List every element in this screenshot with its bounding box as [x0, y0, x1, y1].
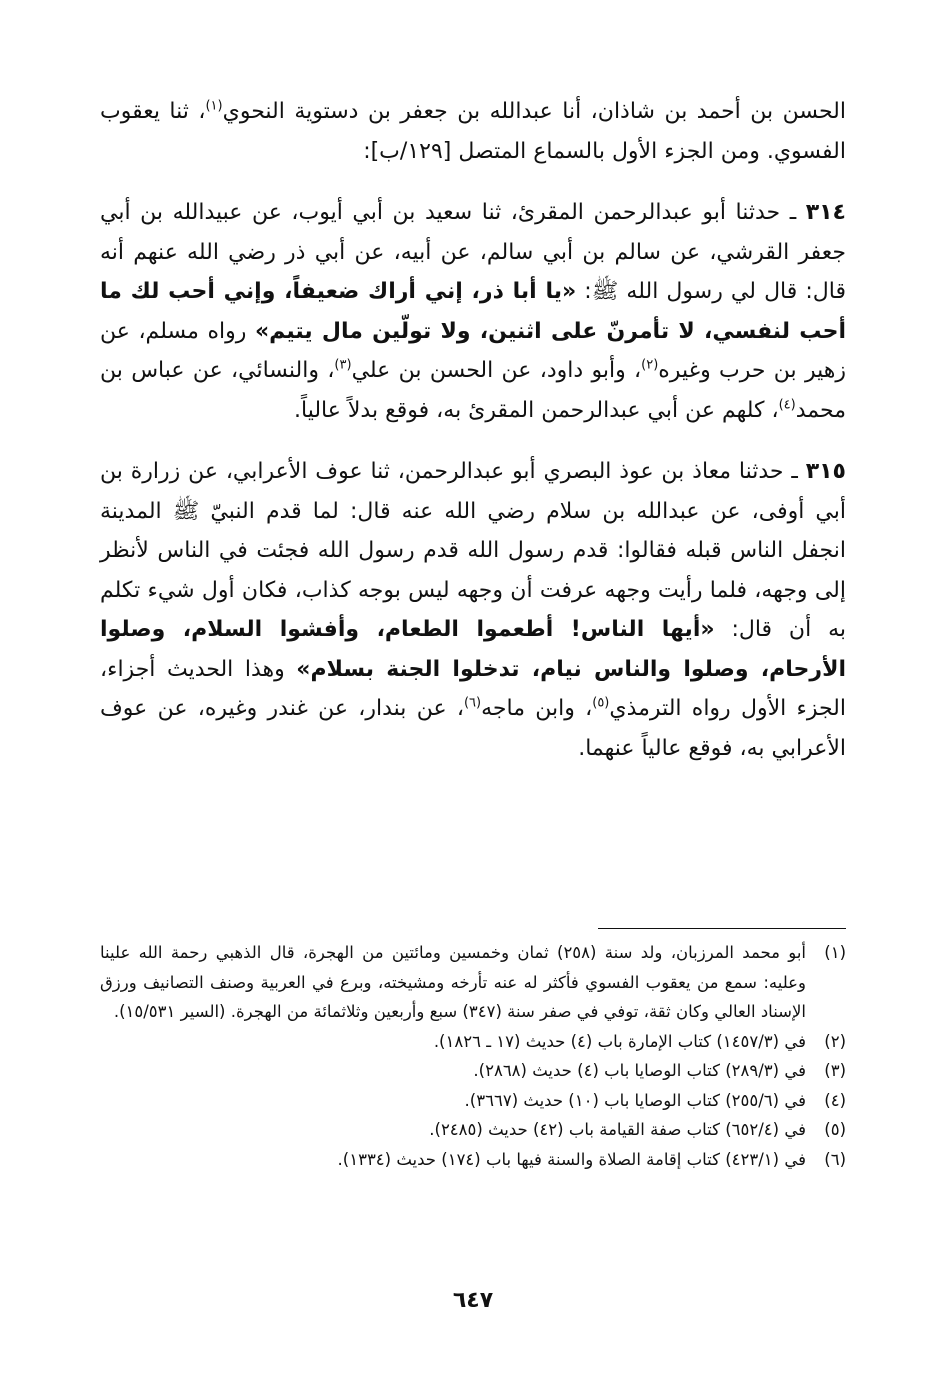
footnote-label: (٤) — [824, 1090, 846, 1110]
hadith-314-number: ٣١٤ — [805, 200, 846, 225]
footnote-text: في (٤٢٣/١) كتاب إقامة الصلاة والسنة فيها باب (١٧٤) حديث (١٣٣٤). — [337, 1149, 806, 1169]
footnote-ref-6[interactable]: (٦) — [463, 695, 482, 711]
footnote-item — [100, 1145, 846, 1175]
hadith-315-text-4: ، عن بندار، عن غندر وغيره، عن عوف الأعرابي به، فوقع عالياً عنهما. — [100, 696, 846, 761]
footnote-text: أبو محمد المرزبان، ولد سنة (٢٥٨) ثمان وخمسين ومائتين من الهجرة، قال الذهبي رحمة الله علينا وعليه: سمع من يعقوب الفسوي فأكثر له عنه تأرخه ومشيخته، وبرع في العربية وصنف التصانيف ورزق الإسناد العالي وكان ثقة، توفي في صفر سنة (٣٤٧) سبع وأربعين وثلاثمائة من الهجرة. (السير ١٥/٥٣١). — [100, 943, 806, 1021]
footnotes-section — [100, 938, 846, 1174]
hadith-314-text-1: ـ حدثنا أبو عبدالرحمن المقرئ، ثنا سعيد بن أبي أيوب، عن عبيدالله بن أبي جعفر القرشي، عن سالم بن أبي سالم، عن أبيه، عن أبي ذر رضي الله عنهم أنه قال: قال لي رسول الله ﷺ: — [100, 200, 846, 304]
hadith-315-text-2: وهذا الحديث أجزاء، الجزء الأول رواه الترمذي — [100, 656, 847, 721]
hadith-314-text-3: ، وأبو داود، عن الحسن بن علي — [351, 358, 642, 383]
intro-text-2: ، ثنا يعقوب الفسوي. ومن الجزء الأول بالسماع المتصل [١٢٩/ب]: — [100, 99, 846, 164]
intro-text-1: الحسن بن أحمد بن شاذان، أنا عبدالله بن جعفر بن دستوية النحوي — [222, 99, 846, 124]
main-text — [100, 92, 846, 768]
hadith-314-text-5: ، كلهم عن أبي عبدالرحمن المقرئ به، فوقع بدلاً عالياً. — [294, 397, 779, 423]
footnote-label: (٦) — [824, 1149, 846, 1169]
footnote-item — [100, 1115, 846, 1145]
footnote-text: في (٢٨٩/٣) كتاب الوصايا باب (٤) حديث (٢٨٦٨). — [473, 1061, 806, 1080]
footnote-ref-3[interactable]: (٣) — [334, 357, 352, 373]
hadith-315-text-3: ، وابن ماجه — [481, 696, 593, 721]
footnote-text: في (٢٥٥/٦) كتاب الوصايا باب (١٠) حديث (٣٦٦٧). — [464, 1090, 806, 1110]
footnote-item — [100, 938, 846, 1027]
footnote-item — [100, 1027, 846, 1057]
footnote-label: (٢) — [824, 1031, 846, 1051]
page-number: ٦٤٧ — [452, 1288, 494, 1313]
hadith-315-number: ٣١٥ — [805, 459, 846, 484]
intro-paragraph — [100, 92, 846, 171]
hadith-315-text-1: ـ حدثنا معاذ بن عوذ البصري أبو عبدالرحمن، ثنا عوف الأعرابي، عن زرارة بن أبي أوفى، عن عبدالله بن سلام رضي الله عنه قال: لما قدم النبيّ ﷺ المدينة انجفل الناس قبله فقالوا: قدم رسول الله قدم رسول الله فجئت في الناس لأنظر إلى وجهه، فلما رأيت وجهه عرفت أن وجهه ليس بوجه كذاب، فكان أول شيء تكلم به أن قال: — [100, 459, 846, 642]
footnote-ref-4[interactable]: (٤) — [778, 397, 796, 413]
footnote-ref-5[interactable]: (٥) — [592, 695, 610, 711]
footnote-ref-2[interactable]: (٢) — [641, 357, 659, 373]
footnote-label: (١) — [824, 943, 846, 962]
hadith-314-quote: «يا أبا ذر، إني أراك ضعيفاً، وإني أحب لك ما أحب لنفسي، لا تأمرنّ على اثنين، ولا تولّين مال يتيم» — [100, 279, 846, 344]
hadith-314-text-2: رواه مسلم، عن زهير بن حرب وغيره — [100, 318, 846, 383]
footnote-label: (٣) — [824, 1061, 846, 1080]
footnote-text: في (١٤٥٧/٣) كتاب الإمارة باب (٤) حديث (١٧ ـ ١٨٢٦). — [433, 1031, 806, 1051]
footnote-text: في (٦٥٢/٤) كتاب صفة القيامة باب (٤٢) حديث (٢٤٨٥). — [429, 1120, 806, 1139]
hadith-314-paragraph — [100, 193, 846, 430]
footnote-divider — [598, 928, 846, 929]
footnote-item — [100, 1086, 846, 1116]
hadith-315-quote: «أيها الناس! أطعموا الطعام، وأفشوا السلام، وصلوا الأرحام، وصلوا والناس نيام، تدخلوا الجنة بسلام» — [100, 617, 846, 682]
footnote-ref-1[interactable]: (١) — [205, 98, 223, 114]
footnote-item — [100, 1056, 846, 1086]
hadith-315-paragraph — [100, 452, 846, 768]
footnote-label: (٥) — [824, 1120, 846, 1139]
hadith-314-text-4: ، والنسائي، عن عباس بن محمد — [100, 358, 846, 423]
